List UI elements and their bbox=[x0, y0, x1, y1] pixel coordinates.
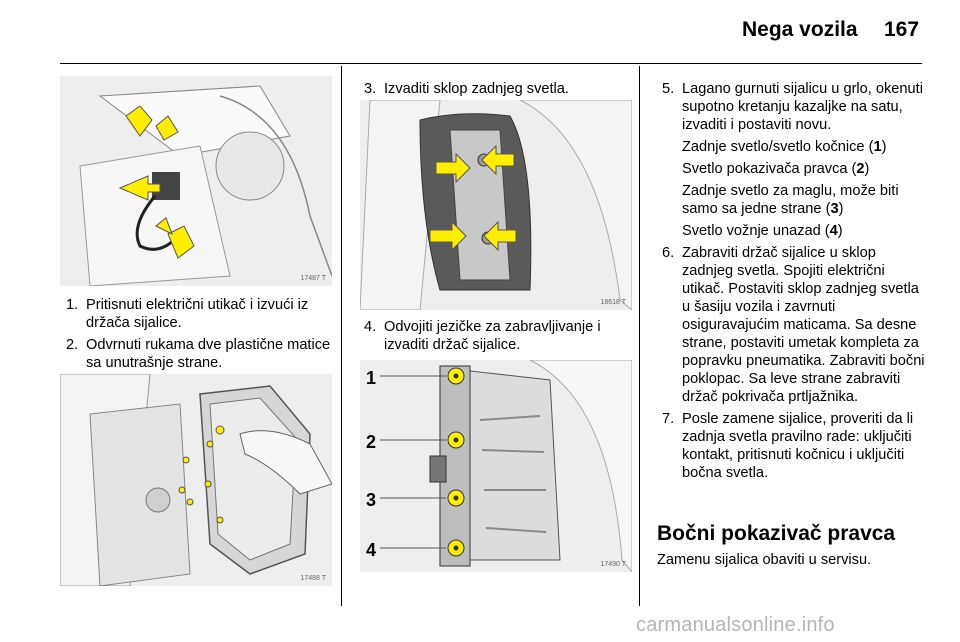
figure-number: 17488 T bbox=[300, 575, 326, 582]
section-text: Zamenu sijalica obaviti u servisu. bbox=[657, 552, 872, 568]
step-number: 2. bbox=[66, 337, 79, 353]
watermark: carmanualsonline.info bbox=[636, 614, 835, 636]
step-2 bbox=[66, 336, 336, 372]
column-divider-2 bbox=[639, 66, 640, 606]
step-5 bbox=[662, 80, 926, 240]
figure-bulb-holder-illustration bbox=[360, 360, 632, 572]
bulb-item-2: Svetlo pokazivača pravca (2) bbox=[682, 161, 870, 177]
step-number: 1. bbox=[66, 297, 79, 313]
callout-4: 4 bbox=[366, 540, 377, 560]
figure-number: 17487 T bbox=[300, 275, 326, 282]
column-divider-1 bbox=[341, 66, 342, 606]
step-text: Lagano gurnuti sijalicu u grlo, okenuti supotno kretanju kazaljke na satu, izvaditi i postaviti novu. bbox=[682, 81, 923, 133]
bulb-item-1: Zadnje svetlo/svetlo kočnice (1) bbox=[682, 139, 887, 155]
step-number: 6. bbox=[662, 245, 675, 261]
step-1 bbox=[66, 296, 336, 332]
step-4-item bbox=[364, 318, 632, 354]
figure-tail-light-illustration bbox=[360, 100, 632, 310]
figure-connector-removal bbox=[60, 76, 332, 286]
step-7 bbox=[662, 410, 926, 482]
figure-tail-light-removal bbox=[360, 100, 632, 310]
step-text: Zabraviti držač sijalice u sklop zadnjeg svetla. Spojiti električni utikač. Postaviti sklop zadnjeg svetla u šasiju vozila i zavrnuti osiguravajućim maticama. Sa desne strane, postaviti umetak kompleta za popravku pneumatika. Zabraviti bočni poklopac. Sa leve strane zabraviti držač pokrivača prtljažnika. bbox=[682, 245, 925, 405]
figure-nut-removal bbox=[60, 374, 332, 586]
callout-3: 3 bbox=[366, 490, 377, 510]
bulb-item-3: Zadnje svetlo za maglu, može biti samo sa jedne strane (3) bbox=[682, 183, 899, 217]
figure-bulb-holder bbox=[360, 360, 632, 572]
step-text: Posle zamene sijalice, proveriti da li zadnja svetla pravilno rade: uključiti kontakt, pritisnuti kočnicu i uključiti bočna svetla. bbox=[682, 411, 914, 481]
bulb-item-4: Svetlo vožnje unazad (4) bbox=[682, 223, 843, 239]
step-number: 7. bbox=[662, 411, 675, 427]
step-text: Odvojiti jezičke za zabravljivanje i izvaditi držač sijalice. bbox=[384, 319, 601, 353]
step-text: Odvrnuti rukama dve plastične matice sa unutrašnje strane. bbox=[86, 337, 331, 371]
section-heading: Bočni pokazivač pravca bbox=[657, 522, 896, 545]
figure-nut-illustration bbox=[60, 374, 332, 586]
steps-column-1 bbox=[66, 296, 336, 376]
step-text: Pritisnuti električni utikač i izvući iz držača sijalice. bbox=[86, 297, 309, 331]
step-3 bbox=[364, 80, 632, 102]
step-4 bbox=[364, 318, 632, 358]
step-number: 3. bbox=[364, 81, 377, 97]
page-number: 167 bbox=[884, 18, 920, 41]
figure-number: 18618 T bbox=[600, 299, 626, 306]
step-number: 4. bbox=[364, 319, 377, 335]
step-text: Izvaditi sklop zadnjeg svetla. bbox=[384, 81, 569, 97]
callout-1: 1 bbox=[366, 368, 377, 388]
figure-connector-illustration bbox=[60, 76, 332, 286]
callout-2: 2 bbox=[366, 432, 377, 452]
step-3-item bbox=[364, 80, 632, 98]
page-header-title: Nega vozila bbox=[742, 18, 858, 41]
figure-number: 17490 T bbox=[600, 561, 626, 568]
header-rule bbox=[60, 63, 922, 64]
step-number: 5. bbox=[662, 81, 675, 97]
step-6 bbox=[662, 244, 926, 406]
steps-column-3 bbox=[662, 80, 926, 486]
